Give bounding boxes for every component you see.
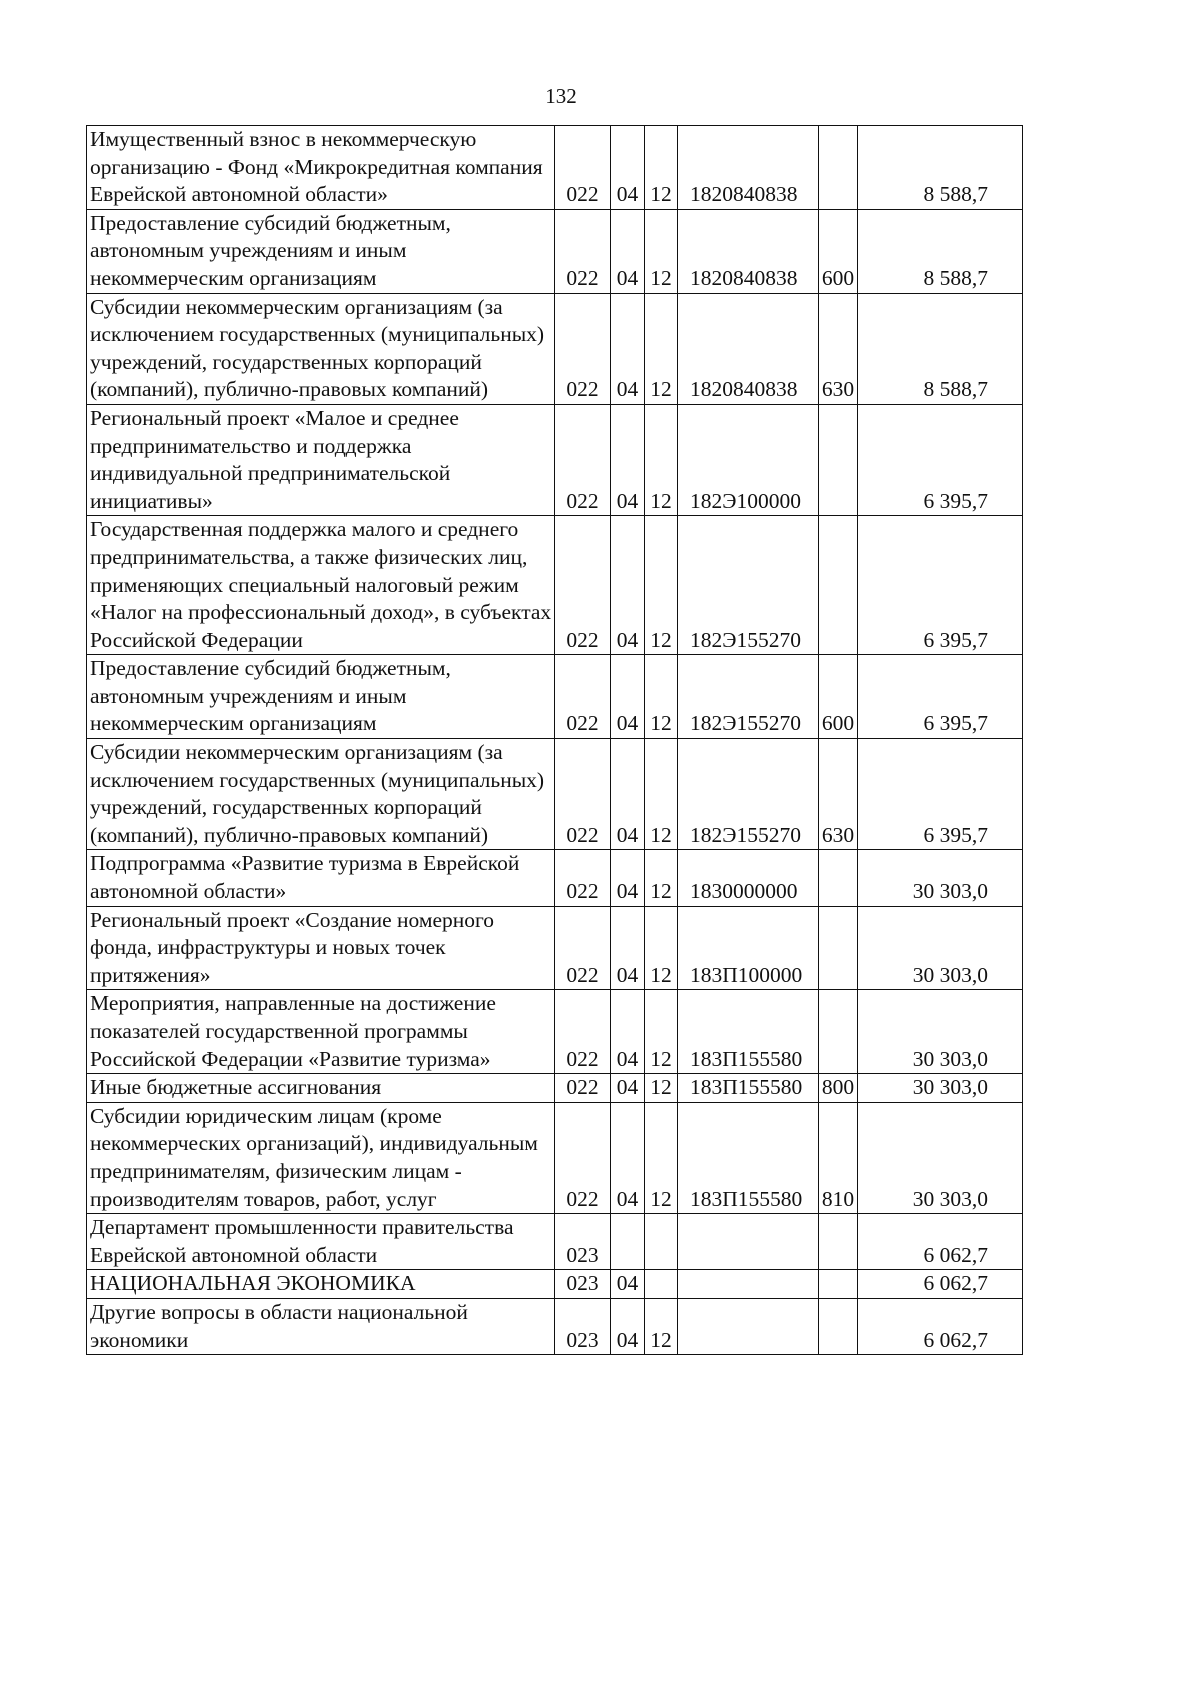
- row-amount: 30 303,0: [858, 990, 1023, 1074]
- table-row: [87, 990, 1023, 1074]
- row-section-code: 04: [611, 209, 645, 293]
- row-name: НАЦИОНАЛЬНАЯ ЭКОНОМИКА: [87, 1270, 555, 1299]
- row-expense-type: [819, 1298, 858, 1354]
- row-amount: 30 303,0: [858, 850, 1023, 906]
- row-subsection-code: 12: [645, 739, 678, 850]
- row-ved-code: 022: [555, 293, 611, 404]
- row-target-article: 1830000000: [678, 850, 819, 906]
- row-ved-code: 022: [555, 739, 611, 850]
- row-name: Субсидии юридическим лицам (кроме некоммерческих организаций), индивидуальным предпринимателям, физическим лицам - производителям товаров, работ, услуг: [87, 1102, 555, 1213]
- row-section-code: 04: [611, 516, 645, 655]
- table-row: [87, 1270, 1023, 1299]
- table-row: [87, 209, 1023, 293]
- row-target-article: 1820840838: [678, 293, 819, 404]
- row-amount: 6 395,7: [858, 516, 1023, 655]
- row-amount: 8 588,7: [858, 209, 1023, 293]
- row-expense-type: [819, 1270, 858, 1299]
- row-subsection-code: 12: [645, 850, 678, 906]
- row-ved-code: 022: [555, 906, 611, 990]
- row-subsection-code: 12: [645, 293, 678, 404]
- row-expense-type: [819, 404, 858, 515]
- row-amount: 6 062,7: [858, 1298, 1023, 1354]
- row-name: Мероприятия, направленные на достижение показателей государственной программы Российской Федерации «Развитие туризма»: [87, 990, 555, 1074]
- row-target-article: 182Э155270: [678, 655, 819, 739]
- table-row: [87, 516, 1023, 655]
- table-row: [87, 739, 1023, 850]
- row-target-article: [678, 1298, 819, 1354]
- row-name: Подпрограмма «Развитие туризма в Еврейской автономной области»: [87, 850, 555, 906]
- row-name: Предоставление субсидий бюджетным, автономным учреждениям и иным некоммерческим организациям: [87, 209, 555, 293]
- row-section-code: 04: [611, 906, 645, 990]
- row-ved-code: 022: [555, 990, 611, 1074]
- row-expense-type: 600: [819, 655, 858, 739]
- row-ved-code: 022: [555, 404, 611, 515]
- row-subsection-code: 12: [645, 1102, 678, 1213]
- row-subsection-code: 12: [645, 990, 678, 1074]
- row-amount: 6 062,7: [858, 1270, 1023, 1299]
- row-name: Региональный проект «Малое и среднее предпринимательство и поддержка индивидуальной предпринимательской инициативы»: [87, 404, 555, 515]
- row-name: Субсидии некоммерческим организациям (за исключением государственных (муниципальных) учреждений, государственных корпораций (компаний), публично-правовых компаний): [87, 293, 555, 404]
- row-subsection-code: 12: [645, 655, 678, 739]
- row-name: Имущественный взнос в некоммерческую организацию - Фонд «Микрокредитная компания Еврейской автономной области»: [87, 126, 555, 210]
- table-row: [87, 404, 1023, 515]
- table-body: [87, 126, 1023, 1355]
- row-amount: 8 588,7: [858, 126, 1023, 210]
- row-section-code: 04: [611, 293, 645, 404]
- row-section-code: 04: [611, 739, 645, 850]
- budget-table: [86, 125, 1023, 1355]
- row-expense-type: [819, 126, 858, 210]
- table-row: [87, 655, 1023, 739]
- row-subsection-code: 12: [645, 1074, 678, 1103]
- row-subsection-code: 12: [645, 209, 678, 293]
- row-ved-code: 022: [555, 1102, 611, 1213]
- row-name: Предоставление субсидий бюджетным, автономным учреждениям и иным некоммерческим организациям: [87, 655, 555, 739]
- row-subsection-code: 12: [645, 516, 678, 655]
- row-expense-type: 810: [819, 1102, 858, 1213]
- row-subsection-code: 12: [645, 906, 678, 990]
- row-expense-type: 630: [819, 293, 858, 404]
- row-name: Иные бюджетные ассигнования: [87, 1074, 555, 1103]
- row-subsection-code: 12: [645, 404, 678, 515]
- row-expense-type: [819, 906, 858, 990]
- row-subsection-code: 12: [645, 1298, 678, 1354]
- row-subsection-code: 12: [645, 126, 678, 210]
- row-section-code: 04: [611, 404, 645, 515]
- row-name: Региональный проект «Создание номерного фонда, инфраструктуры и новых точек притяжения»: [87, 906, 555, 990]
- row-name: Государственная поддержка малого и среднего предпринимательства, а также физических лиц, применяющих специальный налоговый режим «Налог на профессиональный доход», в субъектах Российской Федерации: [87, 516, 555, 655]
- row-amount: 30 303,0: [858, 906, 1023, 990]
- row-subsection-code: [645, 1214, 678, 1270]
- row-section-code: 04: [611, 1102, 645, 1213]
- table-row: [87, 1074, 1023, 1103]
- page-number: 132: [545, 84, 577, 108]
- row-section-code: 04: [611, 1270, 645, 1299]
- row-amount: 6 395,7: [858, 655, 1023, 739]
- row-expense-type: 600: [819, 209, 858, 293]
- row-expense-type: [819, 1214, 858, 1270]
- row-section-code: [611, 1214, 645, 1270]
- row-expense-type: [819, 990, 858, 1074]
- row-target-article: 182Э155270: [678, 516, 819, 655]
- table-row: [87, 850, 1023, 906]
- row-amount: 6 062,7: [858, 1214, 1023, 1270]
- row-section-code: 04: [611, 1074, 645, 1103]
- table-row: [87, 1214, 1023, 1270]
- row-target-article: [678, 1270, 819, 1299]
- row-name: Субсидии некоммерческим организациям (за исключением государственных (муниципальных) учреждений, государственных корпораций (компаний), публично-правовых компаний): [87, 739, 555, 850]
- row-name: Департамент промышленности правительства Еврейской автономной области: [87, 1214, 555, 1270]
- row-amount: 30 303,0: [858, 1074, 1023, 1103]
- row-target-article: [678, 1214, 819, 1270]
- table-row: [87, 126, 1023, 210]
- row-expense-type: [819, 516, 858, 655]
- row-ved-code: 023: [555, 1214, 611, 1270]
- row-ved-code: 022: [555, 655, 611, 739]
- row-name: Другие вопросы в области национальной экономики: [87, 1298, 555, 1354]
- table-row: [87, 1102, 1023, 1213]
- row-ved-code: 022: [555, 516, 611, 655]
- row-expense-type: 800: [819, 1074, 858, 1103]
- row-section-code: 04: [611, 126, 645, 210]
- row-expense-type: 630: [819, 739, 858, 850]
- row-section-code: 04: [611, 850, 645, 906]
- row-amount: 6 395,7: [858, 739, 1023, 850]
- row-amount: 30 303,0: [858, 1102, 1023, 1213]
- row-ved-code: 022: [555, 126, 611, 210]
- row-section-code: 04: [611, 1298, 645, 1354]
- row-target-article: 183П155580: [678, 1074, 819, 1103]
- row-section-code: 04: [611, 990, 645, 1074]
- row-ved-code: 022: [555, 1074, 611, 1103]
- row-expense-type: [819, 850, 858, 906]
- row-target-article: 183П155580: [678, 1102, 819, 1213]
- row-target-article: 1820840838: [678, 126, 819, 210]
- row-target-article: 183П100000: [678, 906, 819, 990]
- row-amount: 6 395,7: [858, 404, 1023, 515]
- row-ved-code: 022: [555, 209, 611, 293]
- table-row: [87, 1298, 1023, 1354]
- row-amount: 8 588,7: [858, 293, 1023, 404]
- row-ved-code: 023: [555, 1298, 611, 1354]
- row-section-code: 04: [611, 655, 645, 739]
- row-target-article: 182Э100000: [678, 404, 819, 515]
- table-row: [87, 906, 1023, 990]
- row-ved-code: 022: [555, 850, 611, 906]
- table-row: [87, 293, 1023, 404]
- row-subsection-code: [645, 1270, 678, 1299]
- row-target-article: 182Э155270: [678, 739, 819, 850]
- row-target-article: 183П155580: [678, 990, 819, 1074]
- row-ved-code: 023: [555, 1270, 611, 1299]
- row-target-article: 1820840838: [678, 209, 819, 293]
